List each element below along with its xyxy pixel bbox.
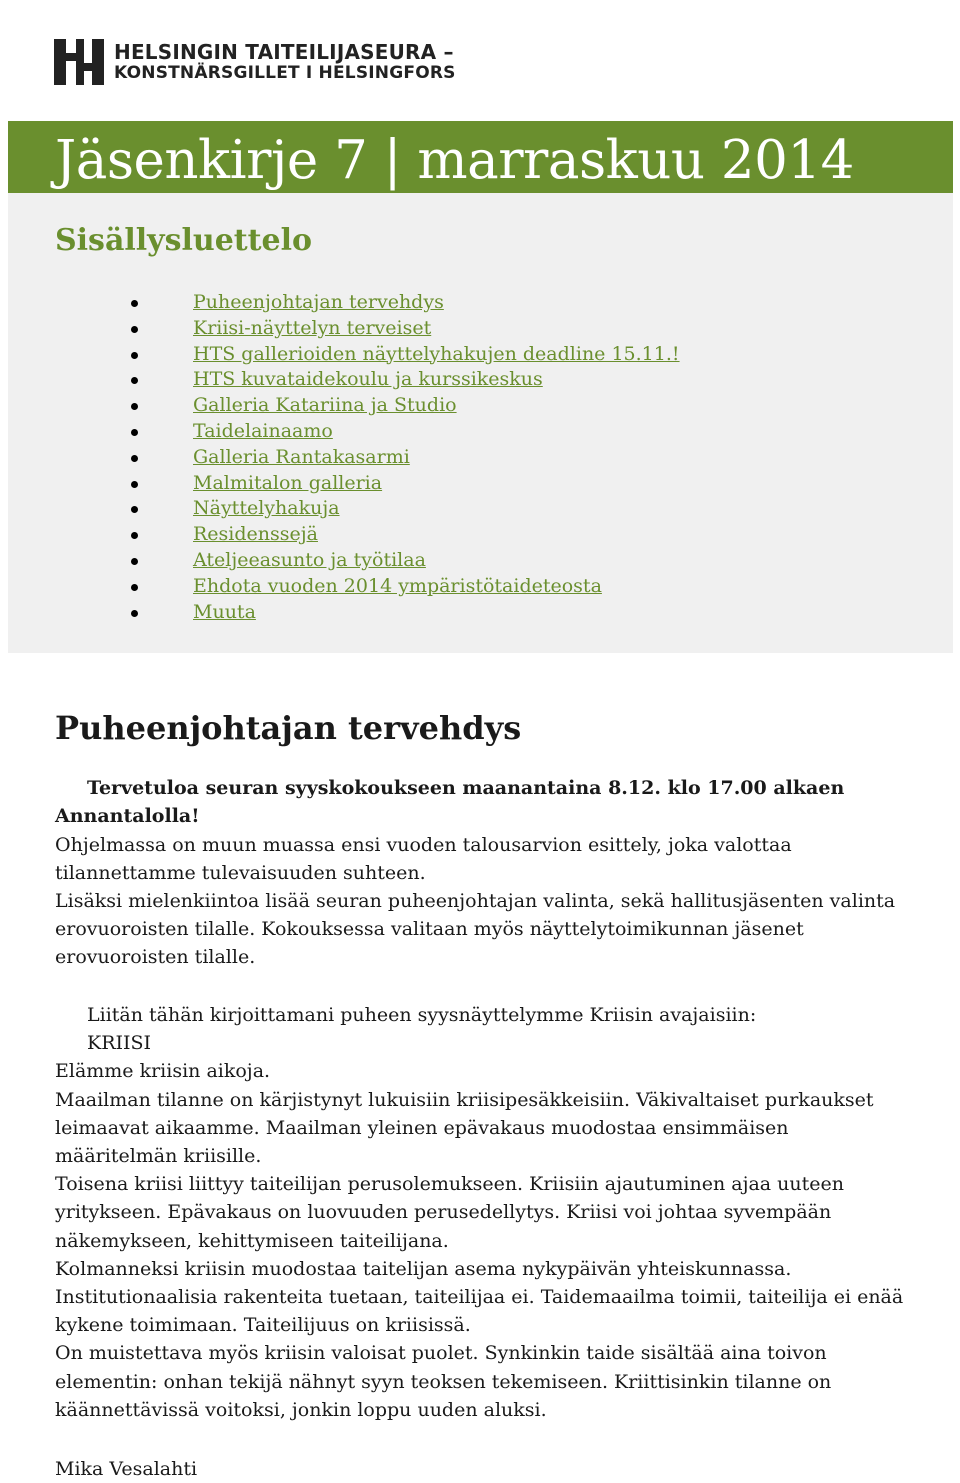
toc-item bbox=[193, 419, 680, 445]
paragraph-elections: Lisäksi mielenkiintoa lisää seuran puheenjohtajan valinta, sekä hallitusjäsenten valinta erovuoroisten tilalle. Kokouksessa valitaan myös näyttelytoimikunnan jäsenet erovuoroisten tilalle. bbox=[55, 890, 896, 969]
org-logo bbox=[54, 38, 456, 86]
toc-item bbox=[193, 522, 680, 548]
logo-mark-icon bbox=[54, 39, 104, 85]
speech-line: Elämme kriisin aikoja. bbox=[55, 1060, 271, 1083]
logo-line-1: HELSINGIN TAITEILIJASEURA – bbox=[114, 39, 454, 64]
toc-link[interactable]: HTS gallerioiden näyttelyhakujen deadline 15.11.! bbox=[193, 342, 680, 365]
toc-link[interactable]: Taidelainaamo bbox=[193, 419, 333, 442]
signature: Mika Vesalahti bbox=[55, 1458, 198, 1480]
toc-item bbox=[193, 574, 680, 600]
toc-link[interactable]: Galleria Rantakasarmi bbox=[193, 445, 410, 468]
toc-link[interactable]: Ateljeeasunto ja työtilaa bbox=[193, 548, 426, 571]
speech-title: KRIISI bbox=[87, 1032, 152, 1055]
toc-item bbox=[193, 342, 680, 368]
toc-link[interactable]: Muuta bbox=[193, 600, 256, 623]
paragraph-budget: Ohjelmassa on muun muassa ensi vuoden talousarvion esittely, joka valottaa tilannettamme tulevaisuuden suhteen. bbox=[55, 834, 792, 885]
toc-link[interactable]: Galleria Katariina ja Studio bbox=[193, 394, 457, 417]
toc-link[interactable]: HTS kuvataidekoulu ja kurssikeskus bbox=[193, 368, 543, 391]
speech-line: Maailman tilanne on kärjistynyt lukuisiin kriisipesäkkeisiin. Väkivaltaiset purkaukset leimaavat aikaamme. Maailman yleinen epävakaus muodostaa ensimmäisen määritelmän kriisille. bbox=[55, 1088, 874, 1168]
newsletter-title: Jäsenkirje 7 | marraskuu 2014 bbox=[55, 130, 854, 191]
toc-link[interactable]: Näyttelyhakuja bbox=[193, 497, 340, 520]
toc-list bbox=[193, 290, 680, 625]
toc-link[interactable]: Ehdota vuoden 2014 ympäristötaideteosta bbox=[193, 574, 602, 597]
toc-item bbox=[193, 367, 680, 393]
toc-item bbox=[193, 290, 680, 316]
toc-item bbox=[193, 600, 680, 626]
speech-line: Toisena kriisi liittyy taiteilijan perusolemukseen. Kriisiin ajautuminen ajaa uuteen yritykseen. Epävakaus on luovuuden perusedellytys. Kriisi voi johtaa syvempään näkemykseen, kehittymiseen taiteilijana. bbox=[55, 1173, 845, 1252]
speech-line: On muistettava myös kriisin valoisat puolet. Synkinkin taide sisältää aina toivon elementin: onhan tekijä nähnyt syyn teoksen tekemiseen. Kriittisinkin tilanne on käännettävissä voitoksi, jonkin loppu uuden aluksi. bbox=[55, 1342, 832, 1421]
meeting-announcement bbox=[55, 774, 915, 830]
toc-item bbox=[193, 496, 680, 522]
toc-heading: Sisällysluettelo bbox=[55, 223, 313, 258]
logo-line-2: KONSTNÄRSGILLET I HELSINGFORS bbox=[114, 62, 456, 83]
toc-link[interactable]: Malmitalon galleria bbox=[193, 471, 383, 494]
toc-item bbox=[193, 445, 680, 471]
speech-block bbox=[55, 1001, 915, 1424]
meeting-announcement-text: Tervetuloa seuran syyskokoukseen maanantaina 8.12. klo 17.00 alkaen Annantalolla! bbox=[55, 777, 845, 828]
toc-item bbox=[193, 393, 680, 419]
speech-line: Kolmanneksi kriisin muodostaa taitelijan asema nykypäivän yhteiskunnassa. Institutionaalisia rakenteita tuetaan, taiteilijaa ei. Taidemaailma toimii, taiteilija ei enää kykene toimimaan. Taiteilijuus on kriisissä. bbox=[55, 1257, 904, 1337]
toc-item bbox=[193, 316, 680, 342]
speech-intro: Liitän tähän kirjoittamani puheen syysnäyttelymme Kriisin avajaisiin: bbox=[87, 1004, 757, 1026]
toc-item bbox=[193, 471, 680, 497]
logo-text bbox=[114, 41, 456, 84]
section-heading: Puheenjohtajan tervehdys bbox=[55, 709, 522, 747]
toc-item bbox=[193, 548, 680, 574]
toc-link[interactable]: Residenssejä bbox=[193, 523, 318, 546]
toc-link[interactable]: Kriisi-näyttelyn terveiset bbox=[193, 316, 432, 339]
toc-link[interactable]: Puheenjohtajan tervehdys bbox=[193, 291, 444, 313]
